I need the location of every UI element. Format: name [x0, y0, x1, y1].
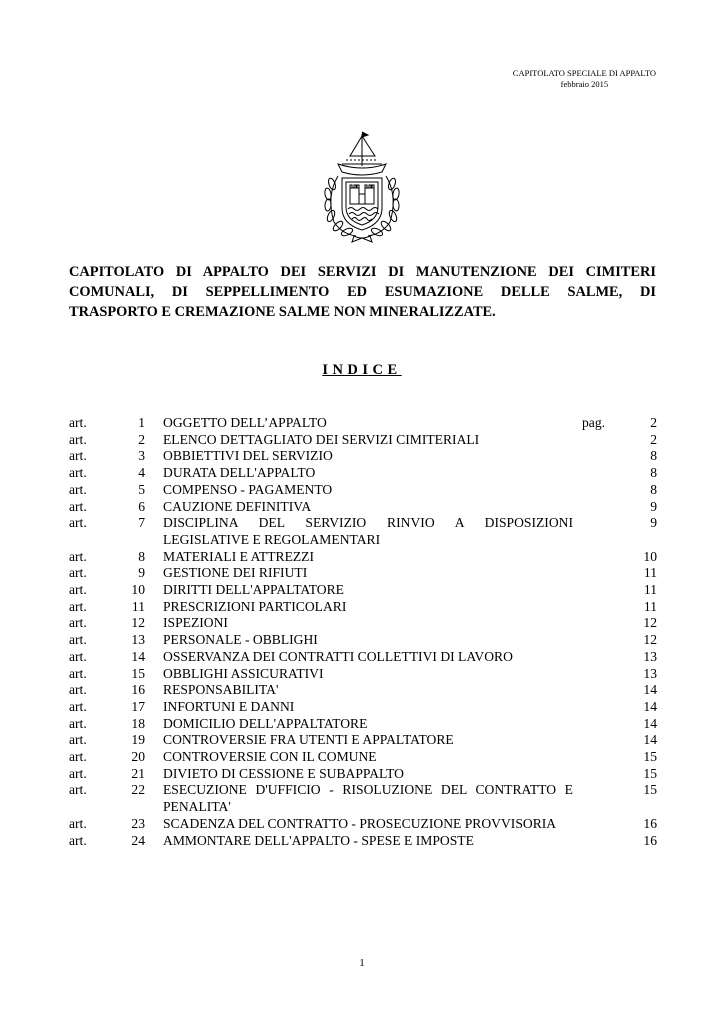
toc-article-label: art.: [69, 598, 87, 614]
toc-page-number: 16: [643, 832, 657, 848]
coat-of-arms-icon: [312, 126, 412, 244]
toc-article-label: art.: [69, 448, 87, 464]
toc-page-number: 12: [643, 632, 657, 648]
toc-page-number: 13: [643, 665, 657, 681]
toc-row: [69, 749, 657, 766]
index-heading: INDICE: [322, 362, 402, 378]
toc-article-number: 18: [131, 715, 145, 731]
toc-article-label: art.: [69, 415, 87, 430]
toc-article-title: MATERIALI E ATTREZZI: [163, 548, 315, 564]
toc-row: [69, 482, 657, 499]
toc-row: [69, 615, 657, 632]
toc-article-number: 16: [131, 682, 145, 698]
toc-row: [69, 699, 657, 716]
toc-article-label: art.: [69, 715, 87, 731]
toc-page-number: 8: [650, 448, 657, 464]
toc-article-title: OBBIETTIVI DEL SERVIZIO: [163, 448, 333, 464]
toc-article-label: art.: [69, 732, 87, 748]
header-title: CAPITOLATO SPECIALE DI APPALTO: [512, 68, 656, 78]
toc-page-number: 2: [650, 415, 657, 430]
toc-article-title: RESPONSABILITA': [163, 682, 279, 698]
toc-page-number: 15: [643, 765, 657, 781]
toc-article-number: 17: [131, 698, 145, 714]
toc-page-number: 15: [643, 782, 657, 798]
toc-page-number: 12: [643, 615, 657, 631]
header-date: febbraio 2015: [560, 79, 609, 89]
toc-article-title: DOMICILIO DELL'APPALTATORE: [163, 715, 368, 731]
toc-article-label: art.: [69, 481, 87, 497]
toc-article-number: 14: [131, 648, 145, 664]
toc-row: [69, 716, 657, 733]
toc-article-number: 22: [131, 782, 145, 798]
toc-article-label: art.: [69, 665, 87, 681]
toc-row: [69, 666, 657, 683]
toc-page-number: 11: [643, 582, 657, 598]
toc-article-title: OSSERVANZA DEI CONTRATTI COLLETTIVI DI LAVORO: [163, 648, 513, 664]
toc-article-label: art.: [69, 698, 87, 714]
toc-article-label: art.: [69, 548, 87, 564]
toc-page-number: 8: [650, 465, 657, 481]
toc-page-number: 14: [643, 715, 657, 731]
toc-article-title: DISCIPLINA DEL SERVIZIO RINVIO A DISPOSIZIONI LEGISLATIVE E REGOLAMENTARI: [163, 515, 573, 547]
toc-article-title: PRESCRIZIONI PARTICOLARI: [163, 598, 347, 614]
toc-article-title: AMMONTARE DELL'APPALTO - SPESE E IMPOSTE: [163, 832, 474, 848]
toc-row: [69, 582, 657, 599]
toc-article-title: INFORTUNI E DANNI: [163, 698, 295, 714]
document-title: [69, 262, 656, 322]
toc-row: [69, 415, 657, 432]
toc-row: [69, 515, 657, 548]
toc-article-title: DURATA DELL'APPALTO: [163, 465, 316, 481]
toc-article-number: 10: [131, 582, 145, 598]
toc-page-number: 14: [643, 682, 657, 698]
toc-article-number: 4: [138, 465, 145, 481]
toc-row: [69, 782, 657, 815]
toc-article-label: art.: [69, 431, 87, 447]
toc-article-label: art.: [69, 498, 87, 514]
toc-row: [69, 565, 657, 582]
toc-article-number: 15: [131, 665, 145, 681]
toc-article-label: art.: [69, 565, 87, 581]
toc-article-number: 20: [131, 749, 145, 765]
toc-row: [69, 649, 657, 666]
table-of-contents: [69, 415, 657, 849]
toc-page-label: pag.: [582, 415, 606, 430]
toc-page-number: 10: [643, 548, 657, 564]
toc-article-label: art.: [69, 615, 87, 631]
toc-article-title: ESECUZIONE D'UFFICIO - RISOLUZIONE DEL CONTRATTO E PENALITA': [163, 782, 573, 815]
toc-page-number: 15: [643, 749, 657, 765]
toc-row: [69, 682, 657, 699]
toc-page-number: 11: [643, 565, 657, 581]
toc-article-number: 5: [138, 481, 145, 497]
toc-article-title: OBBLIGHI ASSICURATIVI: [163, 665, 324, 681]
toc-article-label: art.: [69, 582, 87, 598]
toc-row: [69, 599, 657, 616]
toc-article-label: art.: [69, 465, 87, 481]
toc-article-title: OGGETTO DELL’APPALTO: [163, 415, 327, 430]
toc-article-label: art.: [69, 749, 87, 765]
toc-page-number: 9: [650, 498, 657, 514]
toc-article-number: 21: [131, 765, 145, 781]
toc-article-number: 8: [138, 548, 145, 564]
toc-article-label: art.: [69, 832, 87, 848]
toc-article-title: PERSONALE - OBBLIGHI: [163, 632, 318, 648]
toc-article-title: ISPEZIONI: [163, 615, 228, 631]
toc-article-title: CAUZIONE DEFINITIVA: [163, 498, 312, 514]
document-header: [513, 68, 656, 90]
toc-article-label: art.: [69, 515, 87, 531]
toc-row: [69, 465, 657, 482]
toc-page-number: 16: [643, 815, 657, 831]
toc-article-label: art.: [69, 632, 87, 648]
page-number: 1: [359, 957, 365, 969]
toc-row: [69, 833, 657, 850]
toc-row: [69, 732, 657, 749]
toc-row: [69, 632, 657, 649]
toc-row: [69, 499, 657, 516]
toc-page-number: 14: [643, 698, 657, 714]
toc-page-number: 9: [650, 515, 657, 531]
toc-article-title: CONTROVERSIE FRA UTENTI E APPALTATORE: [163, 732, 454, 748]
toc-article-label: art.: [69, 782, 87, 798]
toc-row: [69, 432, 657, 449]
toc-article-number: 24: [131, 832, 145, 848]
toc-article-number: 7: [138, 515, 145, 531]
toc-page-number: 13: [643, 648, 657, 664]
toc-article-label: art.: [69, 648, 87, 664]
toc-article-number: 1: [138, 415, 145, 430]
toc-row: [69, 766, 657, 783]
title-line: COMUNALI, DI SEPPELLIMENTO ED ESUMAZIONE DELLE SALME, DI: [69, 284, 656, 300]
toc-article-number: 3: [138, 448, 145, 464]
toc-article-title: SCADENZA DEL CONTRATTO - PROSECUZIONE PROVVISORIA: [163, 815, 557, 831]
toc-article-title: DIVIETO DI CESSIONE E SUBAPPALTO: [163, 765, 404, 781]
toc-article-number: 13: [131, 632, 145, 648]
toc-row: [69, 549, 657, 566]
toc-article-number: 9: [138, 565, 145, 581]
toc-page-number: 14: [643, 732, 657, 748]
toc-article-number: 23: [131, 815, 145, 831]
toc-page-number: 8: [650, 481, 657, 497]
toc-row: [69, 816, 657, 833]
toc-article-title: GESTIONE DEI RIFIUTI: [163, 565, 308, 581]
toc-article-number: 2: [138, 431, 145, 447]
toc-row: [69, 448, 657, 465]
toc-page-number: 11: [643, 598, 657, 614]
toc-article-number: 19: [131, 732, 145, 748]
title-line: TRASPORTO E CREMAZIONE SALME NON MINERALIZZATE.: [69, 304, 496, 320]
title-line: CAPITOLATO DI APPALTO DEI SERVIZI DI MANUTENZIONE DEI CIMITERI: [69, 264, 656, 280]
toc-article-number: 6: [138, 498, 145, 514]
toc-article-label: art.: [69, 682, 87, 698]
toc-article-number: 12: [131, 615, 145, 631]
toc-page-number: 2: [650, 431, 657, 447]
toc-article-title: DIRITTI DELL'APPALTATORE: [163, 582, 344, 598]
toc-article-number: 11: [131, 598, 145, 614]
toc-article-label: art.: [69, 815, 87, 831]
toc-article-label: art.: [69, 765, 87, 781]
toc-article-title: CONTROVERSIE CON IL COMUNE: [163, 749, 377, 765]
toc-article-title: ELENCO DETTAGLIATO DEI SERVIZI CIMITERIALI: [163, 431, 480, 447]
toc-article-title: COMPENSO - PAGAMENTO: [163, 481, 333, 497]
